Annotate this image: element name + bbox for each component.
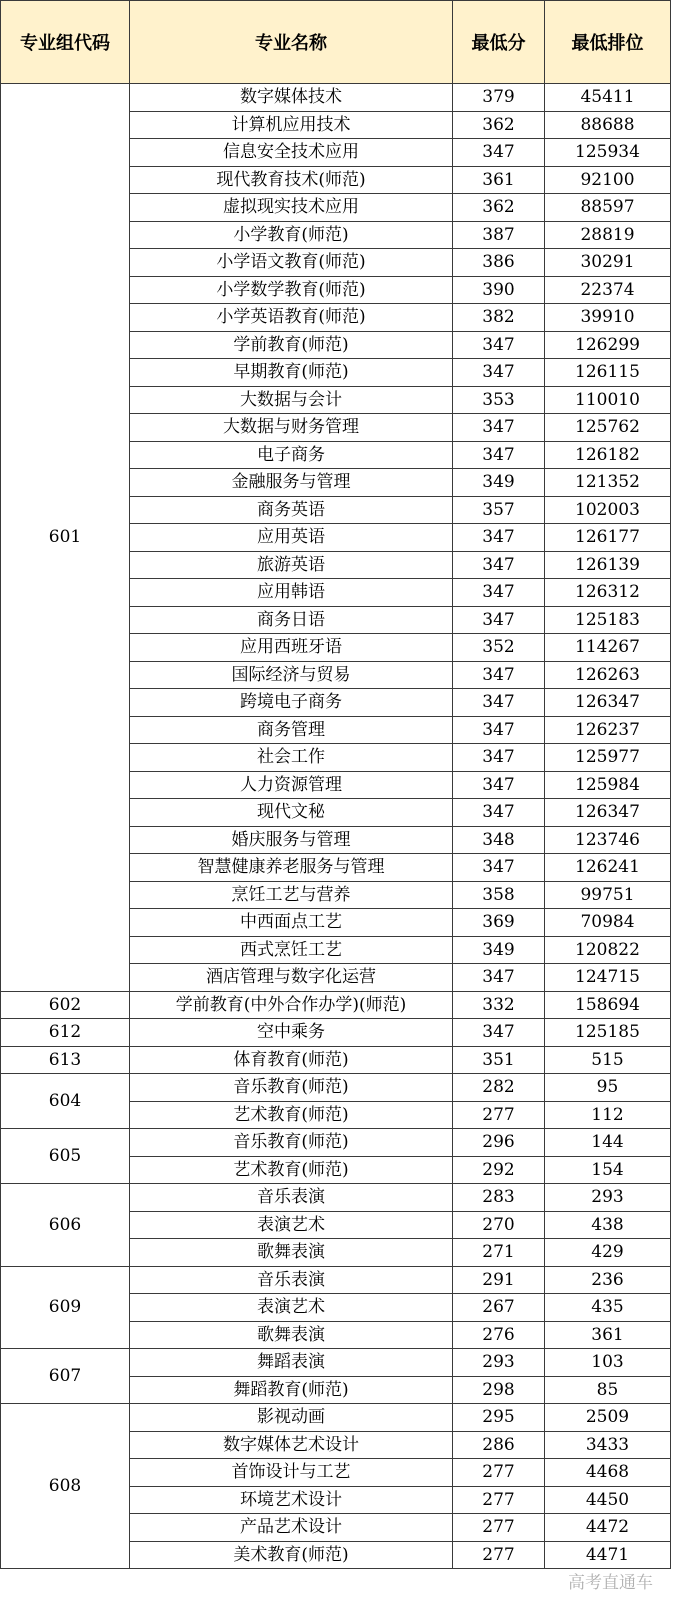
min-score-cell: 277 — [453, 1459, 545, 1487]
min-rank-cell: 85 — [545, 1376, 671, 1404]
table-row — [1, 1266, 671, 1294]
major-name-cell: 中西面点工艺 — [130, 909, 453, 937]
major-name-cell: 酒店管理与数字化运营 — [130, 964, 453, 992]
min-score-cell: 298 — [453, 1376, 545, 1404]
group-code-cell: 601 — [1, 84, 130, 992]
major-name-cell: 跨境电子商务 — [130, 689, 453, 717]
min-rank-cell: 70984 — [545, 909, 671, 937]
min-rank-cell: 2509 — [545, 1404, 671, 1432]
min-score-cell: 347 — [453, 964, 545, 992]
major-name-cell: 婚庆服务与管理 — [130, 826, 453, 854]
major-name-cell: 国际经济与贸易 — [130, 661, 453, 689]
min-score-cell: 277 — [453, 1101, 545, 1129]
min-rank-cell: 435 — [545, 1294, 671, 1322]
min-score-cell: 293 — [453, 1349, 545, 1377]
min-rank-cell: 154 — [545, 1156, 671, 1184]
min-rank-cell: 126312 — [545, 579, 671, 607]
major-name-cell: 现代教育技术(师范) — [130, 166, 453, 194]
min-rank-cell: 121352 — [545, 469, 671, 497]
min-score-cell: 348 — [453, 826, 545, 854]
min-rank-cell: 126299 — [545, 331, 671, 359]
major-name-cell: 金融服务与管理 — [130, 469, 453, 497]
min-rank-cell: 4472 — [545, 1514, 671, 1542]
major-name-cell: 小学英语教育(师范) — [130, 304, 453, 332]
min-score-cell: 347 — [453, 716, 545, 744]
major-name-cell: 体育教育(师范) — [130, 1046, 453, 1074]
min-rank-cell: 126177 — [545, 524, 671, 552]
major-name-cell: 舞蹈表演 — [130, 1349, 453, 1377]
group-code-cell: 605 — [1, 1129, 130, 1184]
min-rank-cell: 45411 — [545, 84, 671, 112]
min-score-cell: 267 — [453, 1294, 545, 1322]
min-score-cell: 291 — [453, 1266, 545, 1294]
min-score-cell: 351 — [453, 1046, 545, 1074]
min-rank-cell: 126241 — [545, 854, 671, 882]
min-rank-cell: 293 — [545, 1184, 671, 1212]
group-code-cell: 607 — [1, 1349, 130, 1404]
min-score-cell: 379 — [453, 84, 545, 112]
min-score-cell: 276 — [453, 1321, 545, 1349]
major-name-cell: 信息安全技术应用 — [130, 139, 453, 167]
min-rank-cell: 4468 — [545, 1459, 671, 1487]
min-rank-cell: 39910 — [545, 304, 671, 332]
group-code-cell: 602 — [1, 991, 130, 1019]
major-name-cell: 应用韩语 — [130, 579, 453, 607]
major-name-cell: 小学数学教育(师范) — [130, 276, 453, 304]
min-score-cell: 347 — [453, 414, 545, 442]
min-rank-cell: 88688 — [545, 111, 671, 139]
major-name-cell: 音乐表演 — [130, 1184, 453, 1212]
min-rank-cell: 92100 — [545, 166, 671, 194]
major-name-cell: 首饰设计与工艺 — [130, 1459, 453, 1487]
table-body — [1, 84, 671, 1569]
min-rank-cell: 361 — [545, 1321, 671, 1349]
min-score-cell: 295 — [453, 1404, 545, 1432]
major-name-cell: 数字媒体技术 — [130, 84, 453, 112]
group-code-cell: 612 — [1, 1019, 130, 1047]
min-rank-cell: 438 — [545, 1211, 671, 1239]
major-name-cell: 小学教育(师范) — [130, 221, 453, 249]
min-rank-cell: 4450 — [545, 1486, 671, 1514]
min-score-cell: 286 — [453, 1431, 545, 1459]
min-rank-cell: 125183 — [545, 606, 671, 634]
min-score-cell: 347 — [453, 359, 545, 387]
min-rank-cell: 126115 — [545, 359, 671, 387]
min-score-cell: 349 — [453, 469, 545, 497]
min-rank-cell: 123746 — [545, 826, 671, 854]
min-score-cell: 347 — [453, 661, 545, 689]
min-rank-cell: 236 — [545, 1266, 671, 1294]
table-row — [1, 84, 671, 112]
min-rank-cell: 120822 — [545, 936, 671, 964]
min-score-cell: 347 — [453, 744, 545, 772]
min-rank-cell: 126237 — [545, 716, 671, 744]
min-score-cell: 390 — [453, 276, 545, 304]
min-rank-cell: 28819 — [545, 221, 671, 249]
min-rank-cell: 126263 — [545, 661, 671, 689]
min-score-cell: 347 — [453, 1019, 545, 1047]
major-name-cell: 音乐教育(师范) — [130, 1129, 453, 1157]
min-rank-cell: 3433 — [545, 1431, 671, 1459]
min-rank-cell: 124715 — [545, 964, 671, 992]
major-name-cell: 歌舞表演 — [130, 1321, 453, 1349]
table-row — [1, 1046, 671, 1074]
min-score-cell: 282 — [453, 1074, 545, 1102]
min-score-cell: 292 — [453, 1156, 545, 1184]
major-name-cell: 烹饪工艺与营养 — [130, 881, 453, 909]
min-score-cell: 387 — [453, 221, 545, 249]
min-rank-cell: 126347 — [545, 799, 671, 827]
major-name-cell: 表演艺术 — [130, 1211, 453, 1239]
major-name-cell: 艺术教育(师范) — [130, 1101, 453, 1129]
min-rank-cell: 429 — [545, 1239, 671, 1267]
min-score-cell: 270 — [453, 1211, 545, 1239]
major-name-cell: 现代文秘 — [130, 799, 453, 827]
major-name-cell: 空中乘务 — [130, 1019, 453, 1047]
min-score-cell: 283 — [453, 1184, 545, 1212]
min-score-cell: 347 — [453, 799, 545, 827]
min-rank-cell: 126347 — [545, 689, 671, 717]
major-name-cell: 环境艺术设计 — [130, 1486, 453, 1514]
major-name-cell: 早期教育(师范) — [130, 359, 453, 387]
group-code-cell: 608 — [1, 1404, 130, 1569]
header-row — [1, 1, 671, 84]
min-rank-cell: 125185 — [545, 1019, 671, 1047]
min-score-cell: 332 — [453, 991, 545, 1019]
major-name-cell: 电子商务 — [130, 441, 453, 469]
major-name-cell: 产品艺术设计 — [130, 1514, 453, 1542]
min-rank-cell: 99751 — [545, 881, 671, 909]
group-code-cell: 613 — [1, 1046, 130, 1074]
major-name-cell: 小学语文教育(师范) — [130, 249, 453, 277]
min-score-cell: 349 — [453, 936, 545, 964]
major-name-cell: 学前教育(师范) — [130, 331, 453, 359]
header-min-rank: 最低排位 — [545, 1, 671, 84]
major-name-cell: 舞蹈教育(师范) — [130, 1376, 453, 1404]
major-name-cell: 音乐教育(师范) — [130, 1074, 453, 1102]
major-name-cell: 商务管理 — [130, 716, 453, 744]
table-header — [1, 1, 671, 84]
min-score-cell: 347 — [453, 689, 545, 717]
min-score-cell: 369 — [453, 909, 545, 937]
min-score-cell: 277 — [453, 1541, 545, 1569]
table-row — [1, 1404, 671, 1432]
min-rank-cell: 103 — [545, 1349, 671, 1377]
min-rank-cell: 125934 — [545, 139, 671, 167]
min-rank-cell: 126182 — [545, 441, 671, 469]
major-name-cell: 应用英语 — [130, 524, 453, 552]
min-rank-cell: 126139 — [545, 551, 671, 579]
min-score-cell: 347 — [453, 606, 545, 634]
min-score-cell: 361 — [453, 166, 545, 194]
min-score-cell: 353 — [453, 386, 545, 414]
major-name-cell: 应用西班牙语 — [130, 634, 453, 662]
min-score-cell: 271 — [453, 1239, 545, 1267]
min-score-cell: 382 — [453, 304, 545, 332]
min-rank-cell: 22374 — [545, 276, 671, 304]
major-name-cell: 计算机应用技术 — [130, 111, 453, 139]
major-name-cell: 音乐表演 — [130, 1266, 453, 1294]
min-score-cell: 386 — [453, 249, 545, 277]
watermark-text: 高考直通车 — [568, 1573, 653, 1593]
table-row — [1, 1129, 671, 1157]
major-name-cell: 商务日语 — [130, 606, 453, 634]
min-score-cell: 347 — [453, 579, 545, 607]
min-score-cell: 362 — [453, 111, 545, 139]
min-score-cell: 277 — [453, 1486, 545, 1514]
major-name-cell: 歌舞表演 — [130, 1239, 453, 1267]
min-score-cell: 277 — [453, 1514, 545, 1542]
min-score-cell: 347 — [453, 551, 545, 579]
min-score-cell: 347 — [453, 854, 545, 882]
min-rank-cell: 114267 — [545, 634, 671, 662]
min-rank-cell: 515 — [545, 1046, 671, 1074]
min-rank-cell: 144 — [545, 1129, 671, 1157]
group-code-cell: 604 — [1, 1074, 130, 1129]
major-name-cell: 智慧健康养老服务与管理 — [130, 854, 453, 882]
min-rank-cell: 125984 — [545, 771, 671, 799]
min-rank-cell: 158694 — [545, 991, 671, 1019]
min-rank-cell: 88597 — [545, 194, 671, 222]
group-code-cell: 609 — [1, 1266, 130, 1349]
major-name-cell: 人力资源管理 — [130, 771, 453, 799]
header-major-name: 专业名称 — [130, 1, 453, 84]
group-code-cell: 606 — [1, 1184, 130, 1267]
min-rank-cell: 125762 — [545, 414, 671, 442]
header-group-code: 专业组代码 — [1, 1, 130, 84]
header-min-score: 最低分 — [453, 1, 545, 84]
major-name-cell: 西式烹饪工艺 — [130, 936, 453, 964]
major-name-cell: 数字媒体艺术设计 — [130, 1431, 453, 1459]
min-rank-cell: 125977 — [545, 744, 671, 772]
table-row — [1, 991, 671, 1019]
min-score-cell: 347 — [453, 771, 545, 799]
major-name-cell: 社会工作 — [130, 744, 453, 772]
min-rank-cell: 95 — [545, 1074, 671, 1102]
major-name-cell: 影视动画 — [130, 1404, 453, 1432]
min-score-cell: 347 — [453, 139, 545, 167]
min-score-cell: 357 — [453, 496, 545, 524]
major-name-cell: 大数据与会计 — [130, 386, 453, 414]
table-row — [1, 1184, 671, 1212]
major-name-cell: 商务英语 — [130, 496, 453, 524]
min-score-cell: 358 — [453, 881, 545, 909]
min-rank-cell: 30291 — [545, 249, 671, 277]
table-row — [1, 1349, 671, 1377]
min-score-cell: 347 — [453, 524, 545, 552]
min-rank-cell: 110010 — [545, 386, 671, 414]
major-name-cell: 学前教育(中外合作办学)(师范) — [130, 991, 453, 1019]
min-rank-cell: 102003 — [545, 496, 671, 524]
min-rank-cell: 4471 — [545, 1541, 671, 1569]
min-score-cell: 352 — [453, 634, 545, 662]
major-name-cell: 美术教育(师范) — [130, 1541, 453, 1569]
major-name-cell: 旅游英语 — [130, 551, 453, 579]
major-name-cell: 表演艺术 — [130, 1294, 453, 1322]
major-name-cell: 艺术教育(师范) — [130, 1156, 453, 1184]
min-score-cell: 362 — [453, 194, 545, 222]
table-row — [1, 1074, 671, 1102]
min-score-cell: 347 — [453, 441, 545, 469]
major-name-cell: 虚拟现实技术应用 — [130, 194, 453, 222]
major-name-cell: 大数据与财务管理 — [130, 414, 453, 442]
min-score-cell: 296 — [453, 1129, 545, 1157]
min-score-cell: 347 — [453, 331, 545, 359]
table-row — [1, 1019, 671, 1047]
min-rank-cell: 112 — [545, 1101, 671, 1129]
